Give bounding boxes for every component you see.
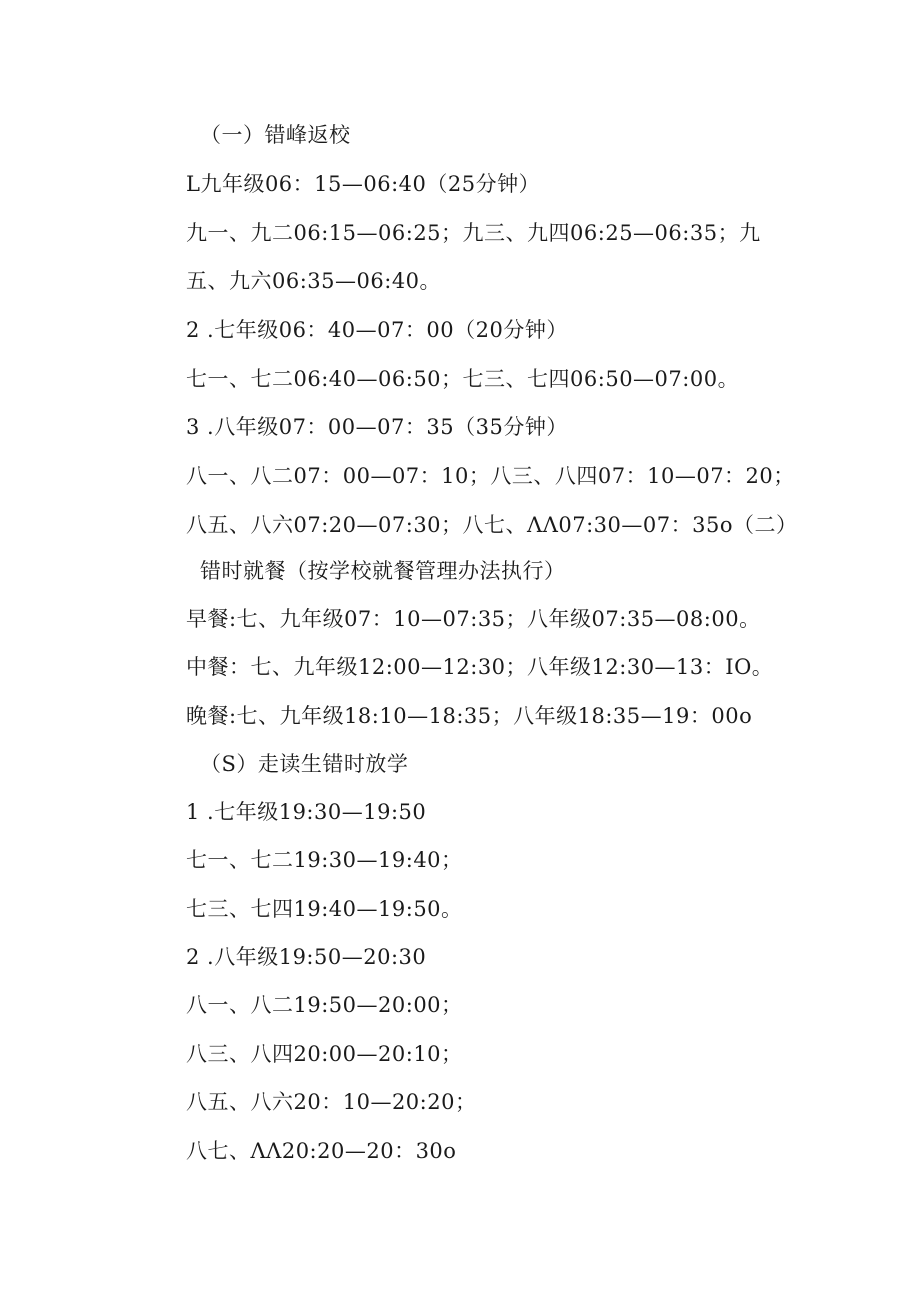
- text-line: 中餐：七、九年级12:00—12:30；八年级12:30—13：IO。: [186, 655, 774, 679]
- text-line: 七三、七四19:40—19:50。: [186, 897, 463, 921]
- section-heading-staggered-meals: 错时就餐（按学校就餐管理办法执行）: [200, 559, 566, 583]
- text-line: 五、九六06:35—06:40。: [186, 269, 442, 293]
- text-line: 九一、九二06:15—06:25；九三、九四06:25—06:35；九: [186, 221, 761, 245]
- section-heading-staggered-dismissal: （S）走读生错时放学: [200, 752, 409, 776]
- text-line: 3 .八年级07：00—07：35（35分钟）: [186, 415, 568, 439]
- text-line: 八五、八六07:20—07:30；八七、ΛΛ07:30—07：35o（二）: [186, 513, 798, 537]
- text-line: 八一、八二07：00—07：10；八三、八四07：10—07：20；: [186, 464, 795, 488]
- text-line: L九年级06：15—06:40（25分钟）: [186, 172, 541, 196]
- text-line: 1 .七年级19:30—19:50: [186, 800, 427, 824]
- text-line: 八五、八六20：10—20:20；: [186, 1090, 477, 1114]
- text-line: 晚餐:七、九年级18:10—18:35；八年级18:35—19：00o: [186, 704, 753, 728]
- text-line: 八七、ΛΛ20:20—20：30o: [186, 1139, 457, 1163]
- text-line: 早餐:七、九年级07：10—07:35；八年级07:35—08:00。: [186, 607, 761, 631]
- text-line: 七一、七二06:40—06:50；七三、七四06:50—07:00。: [186, 367, 740, 391]
- section-heading-staggered-return: （一）错峰返校: [200, 123, 351, 147]
- text-line: 2 .七年级06：40—07：00（20分钟）: [186, 318, 568, 342]
- text-line: 2 .八年级19:50—20:30: [186, 945, 427, 969]
- text-line: 七一、七二19:30—19:40；: [186, 848, 463, 872]
- text-line: 八三、八四20:00—20:10；: [186, 1042, 463, 1066]
- text-line: 八一、八二19:50—20:00；: [186, 993, 463, 1017]
